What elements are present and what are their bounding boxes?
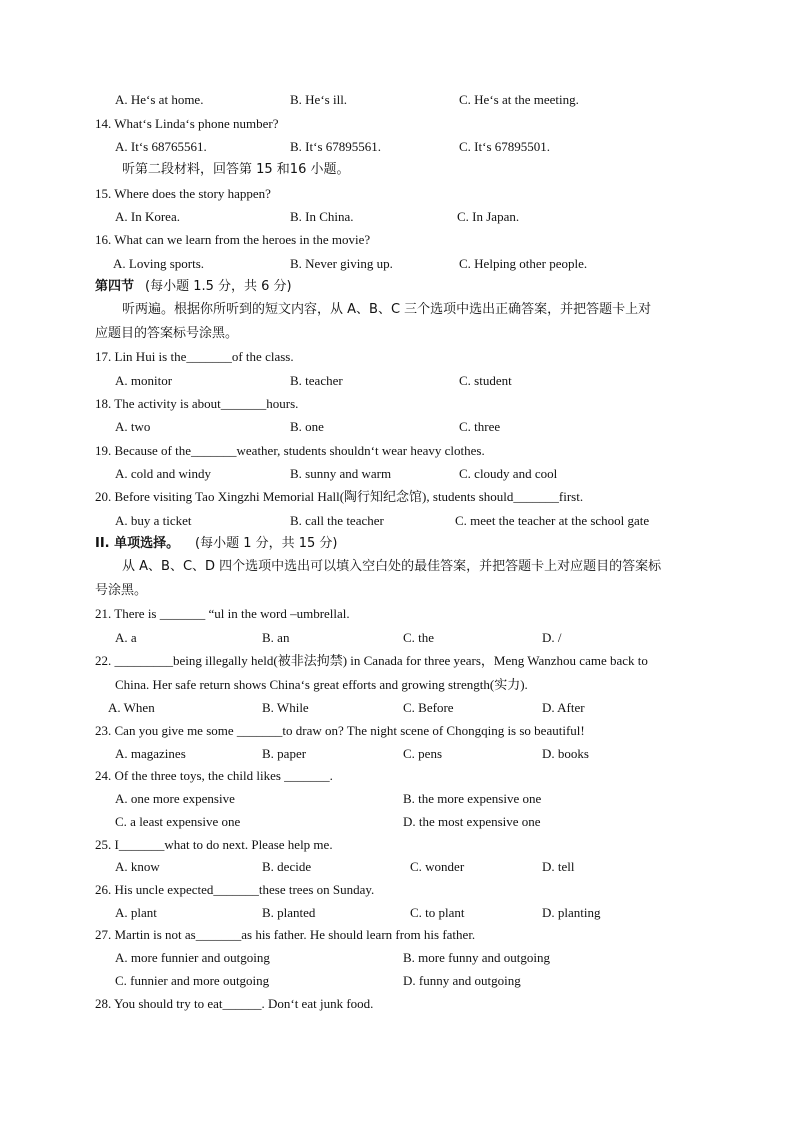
q15-option-a: A. In Korea. bbox=[115, 209, 180, 224]
q18-question: 18. The activity is about_______hours. bbox=[95, 396, 299, 411]
q23-option-d: D. books bbox=[542, 746, 589, 761]
q16-option-b: B. Never giving up. bbox=[290, 256, 393, 271]
q16-option-c: C. Helping other people. bbox=[459, 256, 588, 271]
q17-option-b: B. teacher bbox=[290, 373, 343, 388]
q17-option-c: C. student bbox=[459, 373, 512, 388]
q13-option-a: A. He‘s at home. bbox=[115, 92, 204, 107]
section-two-title: II. 单项选择。 bbox=[95, 536, 180, 551]
q26-option-d: D. planting bbox=[542, 905, 601, 920]
q25-option-b: B. decide bbox=[262, 859, 312, 874]
section-four-title: 第四节 bbox=[95, 279, 135, 294]
q15-option-c: C. In Japan. bbox=[457, 209, 520, 224]
q19-option-c: C. cloudy and cool bbox=[459, 466, 558, 481]
q19-option-b: B. sunny and warm bbox=[290, 466, 392, 481]
q21-option-d: D. / bbox=[542, 630, 562, 645]
q25-option-a: A. know bbox=[115, 859, 160, 874]
q17-option-a: A. monitor bbox=[115, 373, 173, 388]
section-four-instruction-line1: 听两遍。根据你所听到的短文内容，从 A、B、C 三个选项中选出正确答案，并把答题卡上对 bbox=[122, 302, 652, 317]
q28-question: 28. You should try to eat______. Don‘t eat junk food. bbox=[95, 996, 374, 1011]
q14-question: 14. What‘s Linda‘s phone number? bbox=[95, 116, 279, 131]
q20-question: 20. Before visiting Tao Xingzhi Memorial Hall(陶行知纪念馆), students should_______first. bbox=[95, 489, 584, 504]
q24-option-d: D. the most expensive one bbox=[403, 814, 541, 829]
q21-option-c: C. the bbox=[403, 630, 435, 645]
q25-question: 25. I_______what to do next. Please help me. bbox=[95, 837, 333, 852]
section-two-note: (每小题 1 分，共 15 分) bbox=[195, 536, 338, 551]
q22-option-a: A. When bbox=[108, 700, 155, 715]
q20-option-a: A. buy a ticket bbox=[115, 513, 192, 528]
q23-option-b: B. paper bbox=[262, 746, 307, 761]
q18-option-c: C. three bbox=[459, 419, 501, 434]
q21-option-a: A. a bbox=[115, 630, 137, 645]
q22-option-c: C. Before bbox=[403, 700, 454, 715]
q26-option-c: C. to plant bbox=[410, 905, 465, 920]
q22-option-b: B. While bbox=[262, 700, 309, 715]
q19-option-a: A. cold and windy bbox=[115, 466, 212, 481]
q27-question: 27. Martin is not as_______as his father. He should learn from his father. bbox=[95, 927, 476, 942]
q24-option-c: C. a least expensive one bbox=[115, 814, 241, 829]
q24-option-a: A. one more expensive bbox=[115, 791, 235, 806]
q14-option-a: A. It‘s 68765561. bbox=[115, 139, 207, 154]
q23-question: 23. Can you give me some _______to draw on? The night scene of Chongqing is so beautiful! bbox=[95, 723, 585, 738]
q24-option-b: B. the more expensive one bbox=[403, 791, 542, 806]
q27-option-b: B. more funny and outgoing bbox=[403, 950, 550, 965]
section-two-instruction-line1: 从 A、B、C、D 四个选项中选出可以填入空白处的最佳答案，并把答题卡上对应题目的答案标 bbox=[122, 559, 662, 574]
section-four-instruction-line2: 应题目的答案标号涂黑。 bbox=[95, 326, 239, 341]
listening-instruction: 听第二段材料，回答第 15 和16 小题。 bbox=[122, 162, 350, 177]
q24-question: 24. Of the three toys, the child likes _______. bbox=[95, 768, 333, 783]
q14-option-c: C. It‘s 67895501. bbox=[459, 139, 550, 154]
section-two-instruction-line2: 号涂黑。 bbox=[95, 583, 148, 598]
q16-option-a: A. Loving sports. bbox=[113, 256, 204, 271]
q22-question: 22. _________being illegally held(被非法拘禁) in Canada for three years，Meng Wanzhou came back to bbox=[95, 653, 648, 668]
q26-option-a: A. plant bbox=[115, 905, 157, 920]
q20-option-c: C. meet the teacher at the school gate bbox=[455, 513, 650, 528]
q25-option-d: D. tell bbox=[542, 859, 575, 874]
q27-option-c: C. funnier and more outgoing bbox=[115, 973, 270, 988]
q22-option-d: D. After bbox=[542, 700, 585, 715]
q22-question-continued: China. Her safe return shows China‘s great efforts and growing strength(实力). bbox=[115, 677, 528, 692]
q26-option-b: B. planted bbox=[262, 905, 316, 920]
q13-option-b: B. He‘s ill. bbox=[290, 92, 348, 107]
q16-question: 16. What can we learn from the heroes in the movie? bbox=[95, 232, 371, 247]
q27-option-d: D. funny and outgoing bbox=[403, 973, 521, 988]
q14-option-b: B. It‘s 67895561. bbox=[290, 139, 381, 154]
q25-option-c: C. wonder bbox=[410, 859, 465, 874]
q21-question: 21. There is _______ “ul in the word –umbrellal. bbox=[95, 606, 350, 621]
q27-option-a: A. more funnier and outgoing bbox=[115, 950, 270, 965]
q18-option-a: A. two bbox=[115, 419, 151, 434]
q13-option-c: C. He‘s at the meeting. bbox=[459, 92, 579, 107]
q20-option-b: B. call the teacher bbox=[290, 513, 384, 528]
q19-question: 19. Because of the_______weather, students shouldn‘t wear heavy clothes. bbox=[95, 443, 485, 458]
q17-question: 17. Lin Hui is the_______of the class. bbox=[95, 349, 294, 364]
q21-option-b: B. an bbox=[262, 630, 290, 645]
section-four-note: (每小题 1.5 分，共 6 分) bbox=[145, 279, 292, 294]
q18-option-b: B. one bbox=[290, 419, 324, 434]
q15-question: 15. Where does the story happen? bbox=[95, 186, 271, 201]
q23-option-a: A. magazines bbox=[115, 746, 186, 761]
q26-question: 26. His uncle expected_______these trees on Sunday. bbox=[95, 882, 375, 897]
q15-option-b: B. In China. bbox=[290, 209, 354, 224]
q23-option-c: C. pens bbox=[403, 746, 442, 761]
